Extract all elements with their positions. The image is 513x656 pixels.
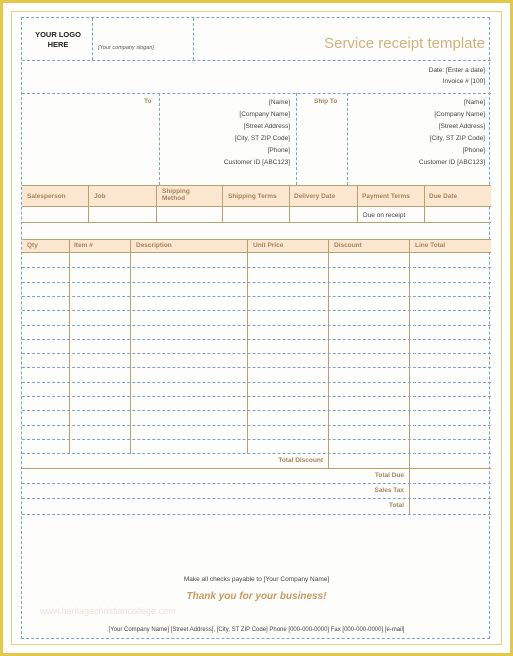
ship-to-customer-id[interactable]: Customer ID [ABC123] xyxy=(418,159,485,166)
details-bottom-line xyxy=(22,222,491,223)
ship-to-label: Ship To xyxy=(314,98,338,105)
receipt-sheet xyxy=(21,17,490,639)
date-field[interactable]: Date: [Enter a date] xyxy=(428,67,485,74)
total-label: Total xyxy=(388,502,404,509)
thank-you-message: Thank you for your business! xyxy=(186,591,327,602)
col-discount: Discount xyxy=(334,242,362,249)
items-col-sep xyxy=(328,239,329,468)
meta-divider xyxy=(22,93,491,94)
item-row-line xyxy=(22,353,491,354)
page-title: Service receipt template xyxy=(324,35,485,52)
item-row-line xyxy=(22,310,491,311)
to-section-divider xyxy=(296,93,297,185)
watermark: www.heritagechristiancollege.com xyxy=(40,606,176,616)
ship-to-city[interactable]: [City, ST ZIP Code] xyxy=(429,135,485,142)
sales-tax-label: Sales Tax xyxy=(374,487,404,494)
ship-to-street[interactable]: [Street Address] xyxy=(438,123,485,130)
items-col-sep xyxy=(130,239,131,454)
to-customer-id[interactable]: Customer ID [ABC123] xyxy=(223,159,290,166)
company-contact-line: [Your Company Name] [Street Address], [City, ST ZIP Code] Phone [000-000-0000] Fax [000-000-0000] [e-mail] xyxy=(108,627,405,633)
col-payment-terms: Payment Terms xyxy=(362,193,410,200)
col-description: Description xyxy=(136,242,172,249)
item-row-line xyxy=(22,296,491,297)
details-col-sep xyxy=(156,185,157,222)
total-discount-label: Total Discount xyxy=(278,457,323,464)
col-shipping-terms: Shipping Terms xyxy=(228,193,277,200)
details-col-sep xyxy=(289,185,290,222)
ship-to-company[interactable]: [Company Name] xyxy=(434,111,485,118)
item-row-line xyxy=(22,325,491,326)
logo-placeholder: YOUR LOGO HERE xyxy=(35,30,81,49)
item-row-line xyxy=(22,410,491,411)
total-due-label: Total Due xyxy=(374,472,404,479)
logo-divider xyxy=(92,18,93,60)
to-phone[interactable]: [Phone] xyxy=(267,147,290,154)
totals-divider xyxy=(22,498,491,499)
shipto-label-divider xyxy=(347,93,348,185)
col-unit-price: Unit Price xyxy=(253,242,284,249)
to-address-block xyxy=(160,97,290,169)
company-slogan: [Your company slogan] xyxy=(98,45,154,51)
item-row-line xyxy=(22,439,491,440)
to-label: To xyxy=(144,98,152,105)
col-job: Job xyxy=(94,193,106,200)
details-col-sep xyxy=(88,185,89,222)
item-row-line xyxy=(22,382,491,383)
ship-to-phone[interactable]: [Phone] xyxy=(462,147,485,154)
col-item-number: Item # xyxy=(74,242,93,249)
invoice-number[interactable]: Invoice # [100] xyxy=(442,78,485,85)
to-city[interactable]: [City, ST ZIP Code] xyxy=(234,135,290,142)
item-row-line xyxy=(22,453,491,454)
item-row-line xyxy=(22,339,491,340)
item-row-line xyxy=(22,267,491,268)
col-shipping-method: Shipping Method xyxy=(162,188,190,202)
col-due-date: Due Date xyxy=(429,193,458,200)
ship-to-address-block xyxy=(355,97,485,169)
item-row-line xyxy=(22,425,491,426)
item-row-line xyxy=(22,367,491,368)
item-row-line xyxy=(22,282,491,283)
payment-terms-value[interactable]: Due on receipt xyxy=(363,212,406,219)
details-col-sep xyxy=(357,185,358,222)
item-row-line xyxy=(22,396,491,397)
totals-line xyxy=(22,468,491,469)
col-qty: Qty xyxy=(27,242,38,249)
totals-divider xyxy=(22,514,491,515)
details-col-sep xyxy=(222,185,223,222)
slogan-divider xyxy=(193,18,194,60)
header-divider xyxy=(22,60,491,61)
items-col-sep xyxy=(247,239,248,454)
checks-payable-note: Make all checks payable to [Your Company Name] xyxy=(183,576,330,583)
to-company[interactable]: [Company Name] xyxy=(239,111,290,118)
ship-to-name[interactable]: [Name] xyxy=(464,99,485,106)
col-line-total: Line Total xyxy=(415,242,446,249)
to-name[interactable]: [Name] xyxy=(269,99,290,106)
col-salesperson: Salesperson xyxy=(27,193,66,200)
totals-divider xyxy=(22,483,491,484)
to-street[interactable]: [Street Address] xyxy=(243,123,290,130)
items-col-sep xyxy=(409,239,410,514)
details-col-sep xyxy=(424,185,425,222)
col-delivery-date: Delivery Date xyxy=(294,193,336,200)
items-col-sep xyxy=(69,239,70,454)
